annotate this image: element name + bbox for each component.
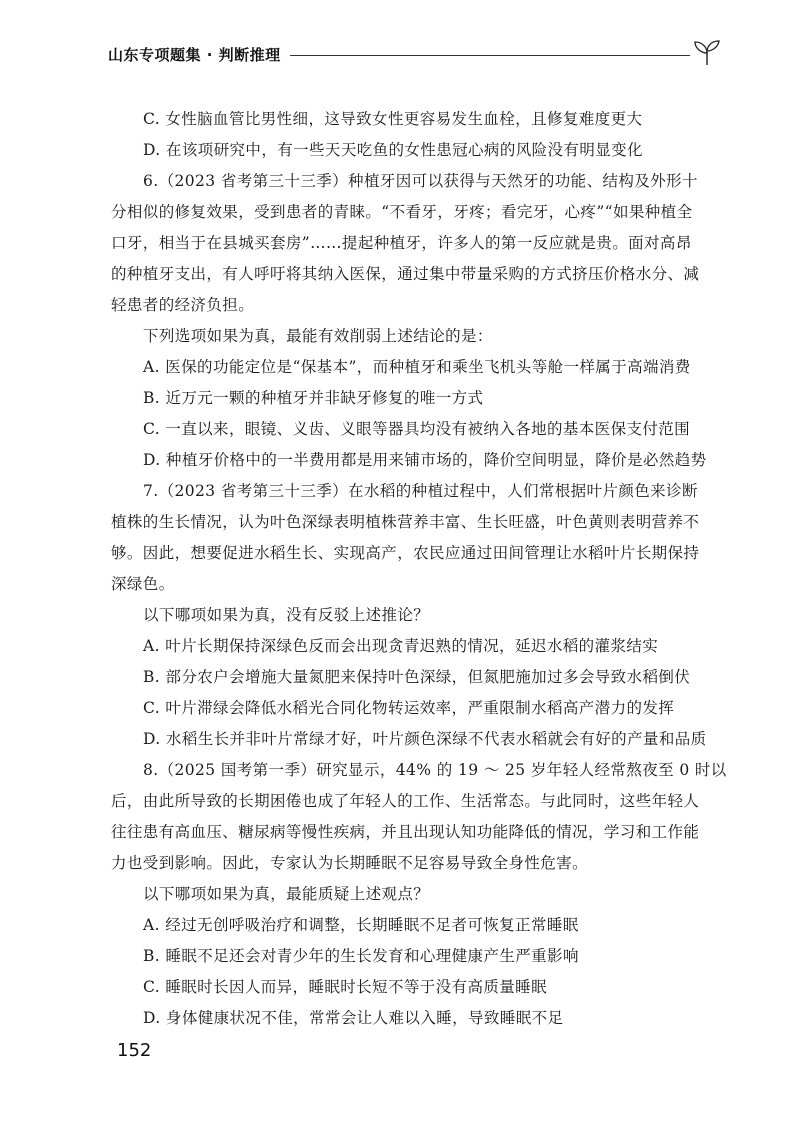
question-stem-line: 轻患者的经济负担。 bbox=[111, 296, 255, 314]
question-stem-line: 7.（2023 省考第三十三季）在水稻的种植过程中，人们常根据叶片颜色来诊断 bbox=[143, 482, 698, 500]
option-c[interactable]: C. 睡眠时长因人而异，睡眠时长短不等于没有高质量睡眠 bbox=[143, 978, 547, 996]
option-a[interactable]: A. 医保的功能定位是“保基本”，而种植牙和乘坐飞机头等舱一样属于高端消费 bbox=[143, 358, 691, 376]
question-prompt: 以下哪项如果为真，最能质疑上述观点？ bbox=[143, 885, 430, 903]
question-stem-line: 深绿色。 bbox=[111, 575, 175, 593]
option-b[interactable]: B. 睡眠不足还会对青少年的生长发育和心理健康产生严重影响 bbox=[143, 947, 579, 965]
option-d[interactable]: D. 种植牙价格中的一半费用都是用来铺市场的，降价空间明显，降价是必然趋势 bbox=[143, 451, 707, 469]
question-stem-line: 分相似的修复效果，受到患者的青睐。“不看牙，牙疼；看完牙，心疼”“如果种植全 bbox=[111, 203, 693, 221]
option-d[interactable]: D. 在该项研究中，有一些天天吃鱼的女性患冠心病的风险没有明显变化 bbox=[143, 141, 643, 159]
option-c[interactable]: C. 一直以来，眼镜、义齿、义眼等器具均没有被纳入各地的基本医保支付范围 bbox=[143, 420, 691, 438]
question-6 bbox=[111, 166, 710, 476]
question-7 bbox=[111, 476, 710, 755]
option-c[interactable]: C. 叶片滞绿会降低水稻光合同化物转运效率，严重限制水稻高产潜力的发挥 bbox=[143, 699, 675, 717]
page-number: 152 bbox=[117, 1040, 152, 1061]
header-rule bbox=[290, 55, 690, 56]
question-stem-line: 植株的生长情况，认为叶色深绿表明植株营养丰富、生长旺盛，叶色黄则表明营养不 bbox=[111, 513, 700, 531]
question-content bbox=[111, 104, 727, 1034]
option-d[interactable]: D. 身体健康状况不佳，常常会让人难以入睡，导致睡眠不足 bbox=[143, 1009, 564, 1027]
question-stem-line: 口牙，相当于在县城买套房”……提起种植牙，许多人的第一反应就是贵。面对高昂 bbox=[111, 234, 692, 252]
question-prompt: 下列选项如果为真，最能有效削弱上述结论的是： bbox=[143, 327, 493, 345]
question-stem-line: 的种植牙支出，有人呼吁将其纳入医保，通过集中带量采购的方式挤压价格水分、减 bbox=[111, 265, 700, 283]
question-prompt: 以下哪项如果为真，没有反驳上述推论？ bbox=[143, 606, 430, 624]
question-8 bbox=[111, 755, 727, 1034]
question-stem-line: 够。因此，想要促进水稻生长、实现高产，农民应通过田间管理让水稻叶片长期保持 bbox=[111, 544, 700, 562]
option-a[interactable]: A. 叶片长期保持深绿色反而会出现贪青迟熟的情况，延迟水稻的灌浆结实 bbox=[143, 637, 659, 655]
option-d[interactable]: D. 水稻生长并非叶片常绿才好，叶片颜色深绿不代表水稻就会有好的产量和品质 bbox=[143, 730, 707, 748]
sprout-icon bbox=[692, 38, 722, 66]
option-b[interactable]: B. 近万元一颗的种植牙并非缺牙修复的唯一方式 bbox=[143, 389, 484, 407]
option-c[interactable]: C. 女性脑血管比男性细，这导致女性更容易发生血栓，且修复难度更大 bbox=[143, 110, 643, 128]
header-title: 山东专项题集 · 判断推理 bbox=[108, 46, 281, 64]
question-stem-line: 后，由此所导致的长期困倦也成了年轻人的工作、生活常态。与此同时，这些年轻人 bbox=[111, 792, 700, 810]
previous-question-options bbox=[143, 104, 710, 166]
option-b[interactable]: B. 部分农户会增施大量氮肥来保持叶色深绿，但氮肥施加过多会导致水稻倒伏 bbox=[143, 668, 691, 686]
page-header bbox=[108, 38, 720, 68]
question-stem-line: 8.（2025 国考第一季）研究显示，44% 的 19 ～ 25 岁年轻人经常熬夜至 0 时以 bbox=[143, 761, 727, 779]
question-stem-line: 力也受到影响。因此，专家认为长期睡眠不足容易导致全身性危害。 bbox=[111, 854, 589, 872]
question-stem-line: 6.（2023 省考第三十三季）种植牙因可以获得与天然牙的功能、结构及外形十 bbox=[143, 172, 698, 190]
question-stem-line: 往往患有高血压、糖尿病等慢性疾病，并且出现认知功能降低的情况，学习和工作能 bbox=[111, 823, 700, 841]
option-a[interactable]: A. 经过无创呼吸治疗和调整，长期睡眠不足者可恢复正常睡眠 bbox=[143, 916, 579, 934]
